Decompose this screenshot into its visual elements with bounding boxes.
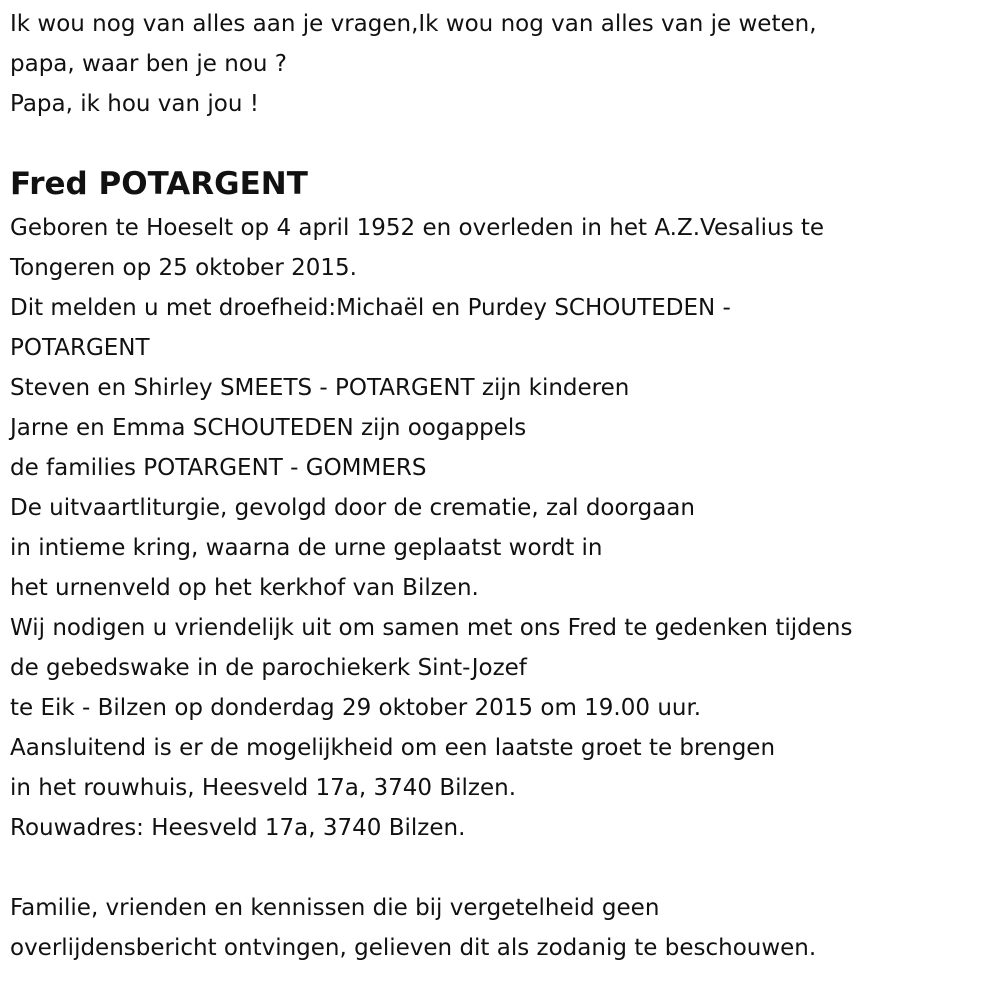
body-line: Rouwadres: Heesveld 17a, 3740 Bilzen.: [10, 815, 466, 841]
body-line: Wij nodigen u vriendelijk uit om samen met ons Fred te gedenken tijdens: [10, 615, 853, 641]
body-line: het urnenveld op het kerkhof van Bilzen.: [10, 575, 479, 601]
body-line: Geboren te Hoeselt op 4 april 1952 en overleden in het A.Z.Vesalius te: [10, 215, 825, 241]
closing-line: Familie, vrienden en kennissen die bij vergetelheid geen: [10, 895, 660, 921]
closing-note: [10, 888, 852, 968]
spacer: [10, 848, 852, 888]
body-line: De uitvaartliturgie, gevolgd door de crematie, zal doorgaan: [10, 495, 695, 521]
body-line: POTARGENT: [10, 335, 150, 361]
obituary-body: [10, 208, 852, 848]
obituary-document: [10, 4, 852, 968]
body-line: Dit melden u met droefheid:Michaël en Purdey SCHOUTEDEN -: [10, 295, 731, 321]
intro-line: Papa, ik hou van jou !: [10, 91, 259, 117]
body-line: in intieme kring, waarna de urne geplaatst wordt in: [10, 535, 603, 561]
body-line: Steven en Shirley SMEETS - POTARGENT zijn kinderen: [10, 375, 630, 401]
body-line: te Eik - Bilzen op donderdag 29 oktober 2015 om 19.00 uur.: [10, 695, 702, 721]
body-line: Jarne en Emma SCHOUTEDEN zijn oogappels: [10, 415, 527, 441]
intro-line: Ik wou nog van alles aan je vragen,Ik wou nog van alles van je weten,: [10, 11, 817, 37]
intro-poem: [10, 4, 852, 124]
closing-line: overlijdensbericht ontvingen, gelieven dit als zodanig te beschouwen.: [10, 935, 817, 961]
body-line: Aansluitend is er de mogelijkheid om een laatste groet te brengen: [10, 735, 776, 761]
body-line: Tongeren op 25 oktober 2015.: [10, 255, 357, 281]
body-line: de gebedswake in de parochiekerk Sint-Jozef: [10, 655, 527, 681]
body-line: de families POTARGENT - GOMMERS: [10, 455, 427, 481]
body-line: in het rouwhuis, Heesveld 17a, 3740 Bilzen.: [10, 775, 517, 801]
deceased-name: Fred POTARGENT: [10, 166, 308, 202]
intro-line: papa, waar ben je nou ?: [10, 51, 288, 77]
